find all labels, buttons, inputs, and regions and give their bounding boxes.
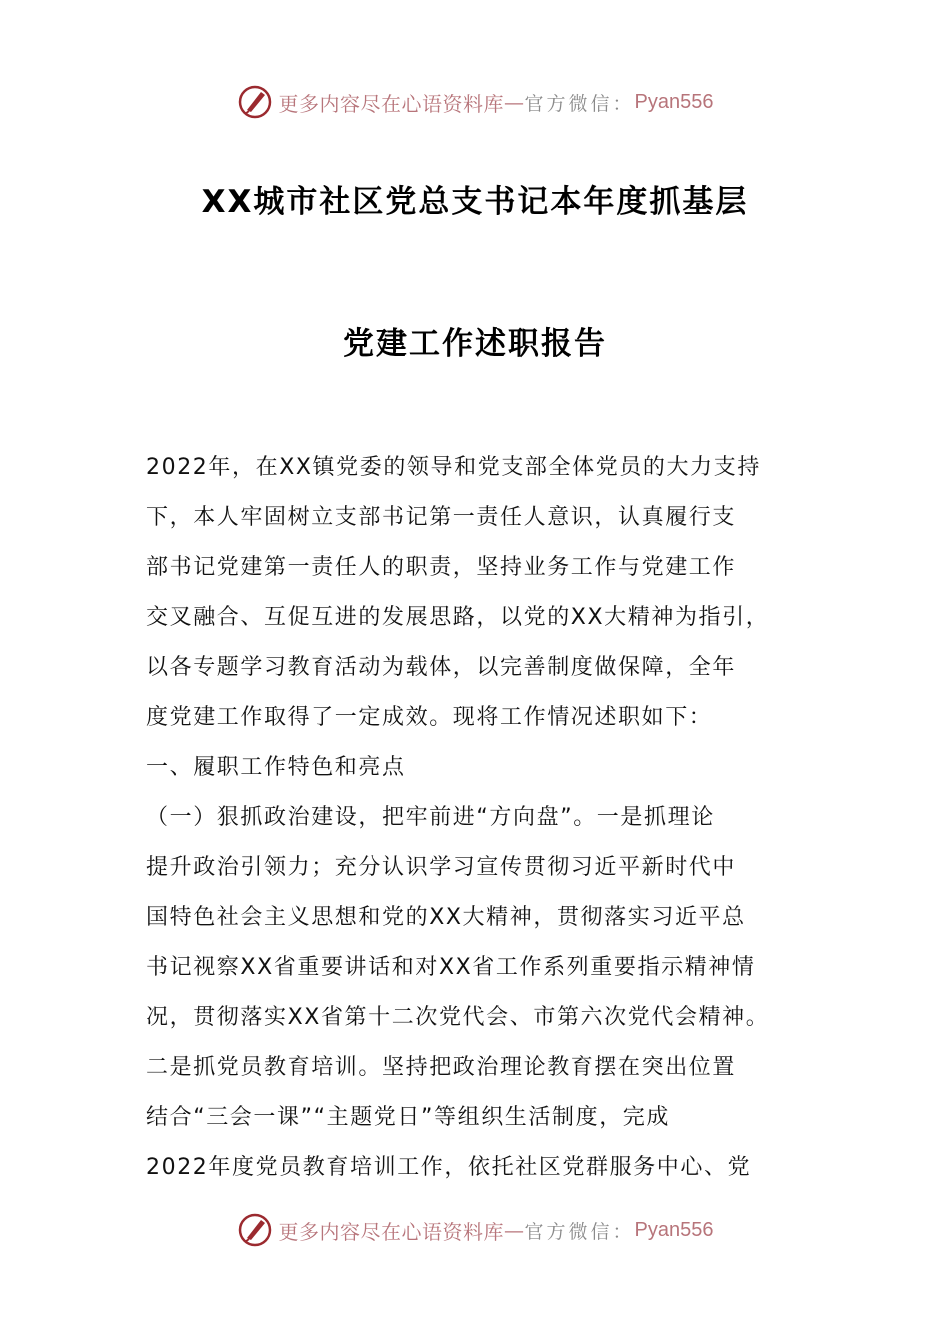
body-line: 2022年，在XX镇党委的领导和党支部全体党员的大力支持 <box>146 455 761 480</box>
body-line: 部书记党建第一责任人的职责，坚持业务工作与党建工作 <box>146 555 737 580</box>
pen-logo-icon <box>237 1212 273 1248</box>
doc-title-line-2: 党建工作述职报告 <box>343 326 607 362</box>
footer-watermark <box>0 1210 950 1250</box>
watermark-label: 官方微信： <box>524 1220 635 1243</box>
body-line: 度党建工作取得了一定成效。现将工作情况述职如下： <box>146 705 713 730</box>
pen-logo-icon <box>237 84 273 120</box>
section-heading: 一、履职工作特色和亮点 <box>146 755 406 780</box>
watermark-label: 官方微信： <box>524 92 635 115</box>
body-text <box>146 448 814 1198</box>
body-line: 提升政治引领力；充分认识学习宣传贯彻习近平新时代中 <box>146 855 737 880</box>
body-line: 下，本人牢固树立支部书记第一责任人意识，认真履行支 <box>146 505 737 530</box>
body-line: 结合“三会一课”“主题党日”等组织生活制度，完成 <box>146 1105 670 1130</box>
body-line: 书记视察XX省重要讲话和对XX省工作系列重要指示精神情 <box>146 955 756 980</box>
body-line: 二是抓党员教育培训。坚持把政治理论教育摆在突出位置 <box>146 1055 737 1080</box>
watermark-site-text: 更多内容尽在心语资料库 <box>278 91 504 116</box>
watermark-dash: — <box>504 1218 525 1242</box>
header-watermark <box>0 82 950 122</box>
body-line: 交叉融合、互促互进的发展思路，以党的XX大精神为指引， <box>146 605 770 630</box>
body-line: 以各专题学习教育活动为载体，以完善制度做保障，全年 <box>146 655 737 680</box>
watermark-site-text: 更多内容尽在心语资料库 <box>278 1219 504 1244</box>
body-line: （一）狠抓政治建设，把牢前进“方向盘”。一是抓理论 <box>146 805 715 830</box>
watermark-id: Pyan556 <box>634 90 714 113</box>
watermark-id: Pyan556 <box>634 1218 714 1241</box>
body-line: 2022年度党员教育培训工作，依托社区党群服务中心、党 <box>146 1155 752 1180</box>
body-line: 况，贯彻落实XX省第十二次党代会、市第六次党代会精神。 <box>146 1005 770 1030</box>
body-line: 国特色社会主义思想和党的XX大精神，贯彻落实习近平总 <box>146 905 746 930</box>
watermark-dash: — <box>504 90 525 114</box>
doc-title-line-1: XX城市社区党总支书记本年度抓基层 <box>201 184 749 220</box>
